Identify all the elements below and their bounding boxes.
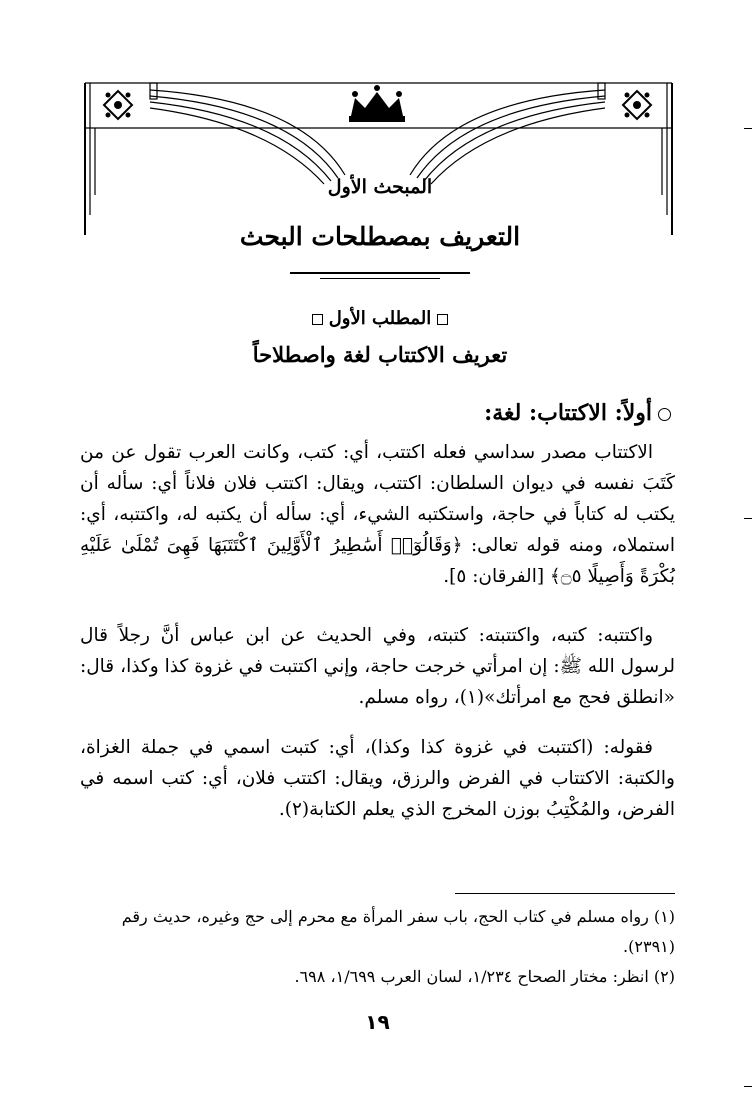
square-bullet-icon [437,314,448,325]
paragraph-text: الاكتتاب مصدر سداسي فعله اكتتب، أي: كتب، وكانت العرب تقول عن من كَتَبَ نفسه في ديوان السلطان: اكتتب، ويقال: اكتتب فلان فلاناً أي: سأله أن يكتب له كتاباً في حاجة، واستكتبه الشيء، أي: سأله أن يكتبه له، واكتتبه، أي: استملاه، ومنه قوله تعالى: ﴿وَقَالُوٓا۟ أَسَٰطِيرُ ٱلْأَوَّلِينَ ٱكْتَتَبَهَا فَهِىَ تُمْلَىٰ عَلَيْهِ بُكْرَةً وَأَصِيلًا ۝٥﴾ [الفرقان: ٥]. [80,442,675,587]
margin-mark [744,1086,752,1087]
title-rule-thin [320,278,440,279]
paragraph-2 [80,620,675,713]
section-heading-line [484,400,671,426]
chapter-title: التعريف بمصطلحات البحث [239,222,521,251]
subsection-label: المطلب الأول [328,308,432,329]
footnote-separator [455,893,675,894]
ornamental-frame [0,0,755,300]
margin-mark [744,518,752,519]
subsection-title: تعريف الاكتتاب لغة واصطلاحاً [252,342,508,367]
footnote-1: (١) رواه مسلم في كتاب الحج، باب سفر المرأة مع محرم إلى حج وغيره، حديث رقم (٢٣٩١). [121,907,675,956]
footnote-2: (٢) انظر: مختار الصحاح ١/٢٣٤، لسان العرب ١/٦٩٩، ٦٩٨. [294,967,675,986]
margin-mark [744,128,752,129]
subsection-label-line [80,308,680,329]
page-number: ١٩ [365,1010,390,1034]
paragraph-3 [80,732,675,825]
paragraph-text: واكتتبه: كتبه، واكتتبته: كتبته، وفي الحديث عن ابن عباس أنَّ رجلاً قال لرسول الله ﷺ: إن امرأتي خرجت حاجة، وإني اكتتبت في غزوة كذا وكذا، قال: «انطلق فحج مع امرأتك»(١)، رواه مسلم. [80,625,675,708]
paragraph-1 [80,437,675,592]
section-heading: أولاً: الاكتتاب: لغة: [484,400,652,426]
square-bullet-icon [312,314,323,325]
chapter-label: المبحث الأول [327,176,433,198]
title-rule [290,272,470,274]
circle-bullet-icon [658,408,671,421]
paragraph-text: فقوله: (اكتتبت في غزوة كذا وكذا)، أي: كتبت اسمي في جملة الغزاة، والكتبة: الاكتتاب في الفرض والرزق، ويقال: اكتتب فلان، أي: كتب اسمه في الفرض، والمُكْتِبُ بوزن المخرج الذي يعلم الكتابة(٢). [80,737,675,820]
footnotes [80,902,675,992]
